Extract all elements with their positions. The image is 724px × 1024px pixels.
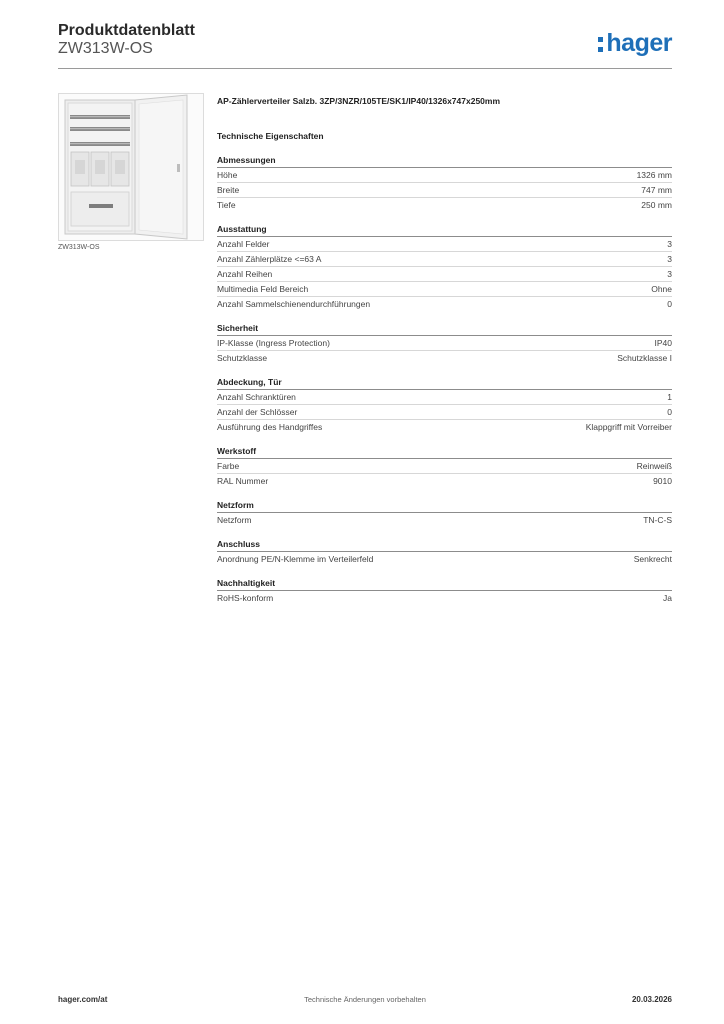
spec-label: Breite xyxy=(217,185,240,195)
spec-group-title: Ausstattung xyxy=(217,223,672,237)
spec-value: TN-C-S xyxy=(643,515,672,525)
spec-row xyxy=(217,252,672,267)
spec-label: IP-Klasse (Ingress Protection) xyxy=(217,338,330,348)
header xyxy=(58,20,672,68)
product-description: AP-Zählerverteiler Salzb. 3ZP/3NZR/105TE/SK1/IP40/1326x747x250mm xyxy=(217,96,501,106)
spec-value: Klappgriff mit Vorreiber xyxy=(585,422,672,432)
spec-label: Schutzklasse xyxy=(217,353,268,363)
spec-row xyxy=(217,552,672,566)
spec-label: Tiefe xyxy=(217,200,236,210)
spec-value: 3 xyxy=(667,239,672,249)
spec-group xyxy=(217,223,672,311)
logo-text: hager xyxy=(606,29,672,57)
spec-group xyxy=(217,322,672,365)
spec-label: RAL Nummer xyxy=(217,476,269,486)
footer-disclaimer: Technische Änderungen vorbehalten xyxy=(304,995,426,1004)
spec-row xyxy=(217,390,672,405)
spec-value: 0 xyxy=(667,407,672,417)
spec-row xyxy=(217,513,672,527)
spec-row xyxy=(217,168,672,183)
hager-logo[interactable] xyxy=(598,28,672,58)
footer-website-link[interactable]: hager.com/at xyxy=(58,995,108,1004)
spec-row xyxy=(217,591,672,605)
spec-row xyxy=(217,198,672,212)
document-title: Produktdatenblatt xyxy=(58,22,195,39)
spec-row xyxy=(217,297,672,311)
spec-label: Netzform xyxy=(217,515,252,525)
section-heading: Technische Eigenschaften xyxy=(217,131,324,141)
spec-value: 1 xyxy=(667,392,672,402)
spec-group-title: Abdeckung, Tür xyxy=(217,376,672,390)
spec-group-title: Sicherheit xyxy=(217,322,672,336)
spec-value: 9010 xyxy=(653,476,672,486)
spec-label: Ausführung des Handgriffes xyxy=(217,422,323,432)
spec-value: 0 xyxy=(667,299,672,309)
spec-value: 3 xyxy=(667,269,672,279)
spec-value: Ohne xyxy=(651,284,672,294)
spec-row xyxy=(217,351,672,365)
spec-row xyxy=(217,459,672,474)
spec-value: 250 mm xyxy=(641,200,672,210)
spec-group-title: Netzform xyxy=(217,499,672,513)
spec-value: 1326 mm xyxy=(636,170,672,180)
spec-label: Anordnung PE/N-Klemme im Verteilerfeld xyxy=(217,554,374,564)
spec-group-title: Abmessungen xyxy=(217,154,672,168)
spec-label: Farbe xyxy=(217,461,240,471)
product-image xyxy=(58,93,204,241)
spec-value: Reinweiß xyxy=(636,461,672,471)
specifications xyxy=(217,94,672,605)
spec-row xyxy=(217,183,672,198)
spec-label: Anzahl Felder xyxy=(217,239,270,249)
footer-date: 20.03.2026 xyxy=(631,995,672,1004)
spec-label: Multimedia Feld Bereich xyxy=(217,284,309,294)
spec-value: Ja xyxy=(663,593,672,603)
spec-group-title: Nachhaltigkeit xyxy=(217,577,672,591)
spec-label: RoHS-konform xyxy=(217,593,274,603)
spec-group xyxy=(217,376,672,434)
footer xyxy=(58,995,672,1009)
spec-label: Anzahl Zählerplätze <=63 A xyxy=(217,254,322,264)
spec-group-title: Werkstoff xyxy=(217,445,672,459)
spec-label: Anzahl der Schlösser xyxy=(217,407,298,417)
spec-groups xyxy=(217,154,672,605)
logo-dots-icon xyxy=(598,37,603,52)
header-divider xyxy=(58,68,672,69)
spec-label: Anzahl Schranktüren xyxy=(217,392,296,402)
spec-group xyxy=(217,538,672,566)
spec-value: 3 xyxy=(667,254,672,264)
spec-row xyxy=(217,267,672,282)
spec-value: IP40 xyxy=(654,338,672,348)
spec-value: Schutzklasse I xyxy=(617,353,672,363)
image-caption: ZW313W-OS xyxy=(58,244,100,251)
spec-label: Anzahl Reihen xyxy=(217,269,273,279)
spec-row xyxy=(217,405,672,420)
spec-group xyxy=(217,445,672,488)
spec-row xyxy=(217,282,672,297)
spec-group xyxy=(217,154,672,212)
distribution-cabinet-illustration xyxy=(59,94,203,240)
spec-label: Höhe xyxy=(217,170,238,180)
spec-row xyxy=(217,237,672,252)
spec-label: Anzahl Sammelschienendurchführungen xyxy=(217,299,371,309)
spec-group xyxy=(217,577,672,605)
product-code: ZW313W-OS xyxy=(58,40,153,57)
spec-row xyxy=(217,420,672,434)
spec-group-title: Anschluss xyxy=(217,538,672,552)
spec-row xyxy=(217,336,672,351)
spec-group xyxy=(217,499,672,527)
spec-row xyxy=(217,474,672,488)
spec-value: Senkrecht xyxy=(633,554,672,564)
spec-value: 747 mm xyxy=(641,185,672,195)
